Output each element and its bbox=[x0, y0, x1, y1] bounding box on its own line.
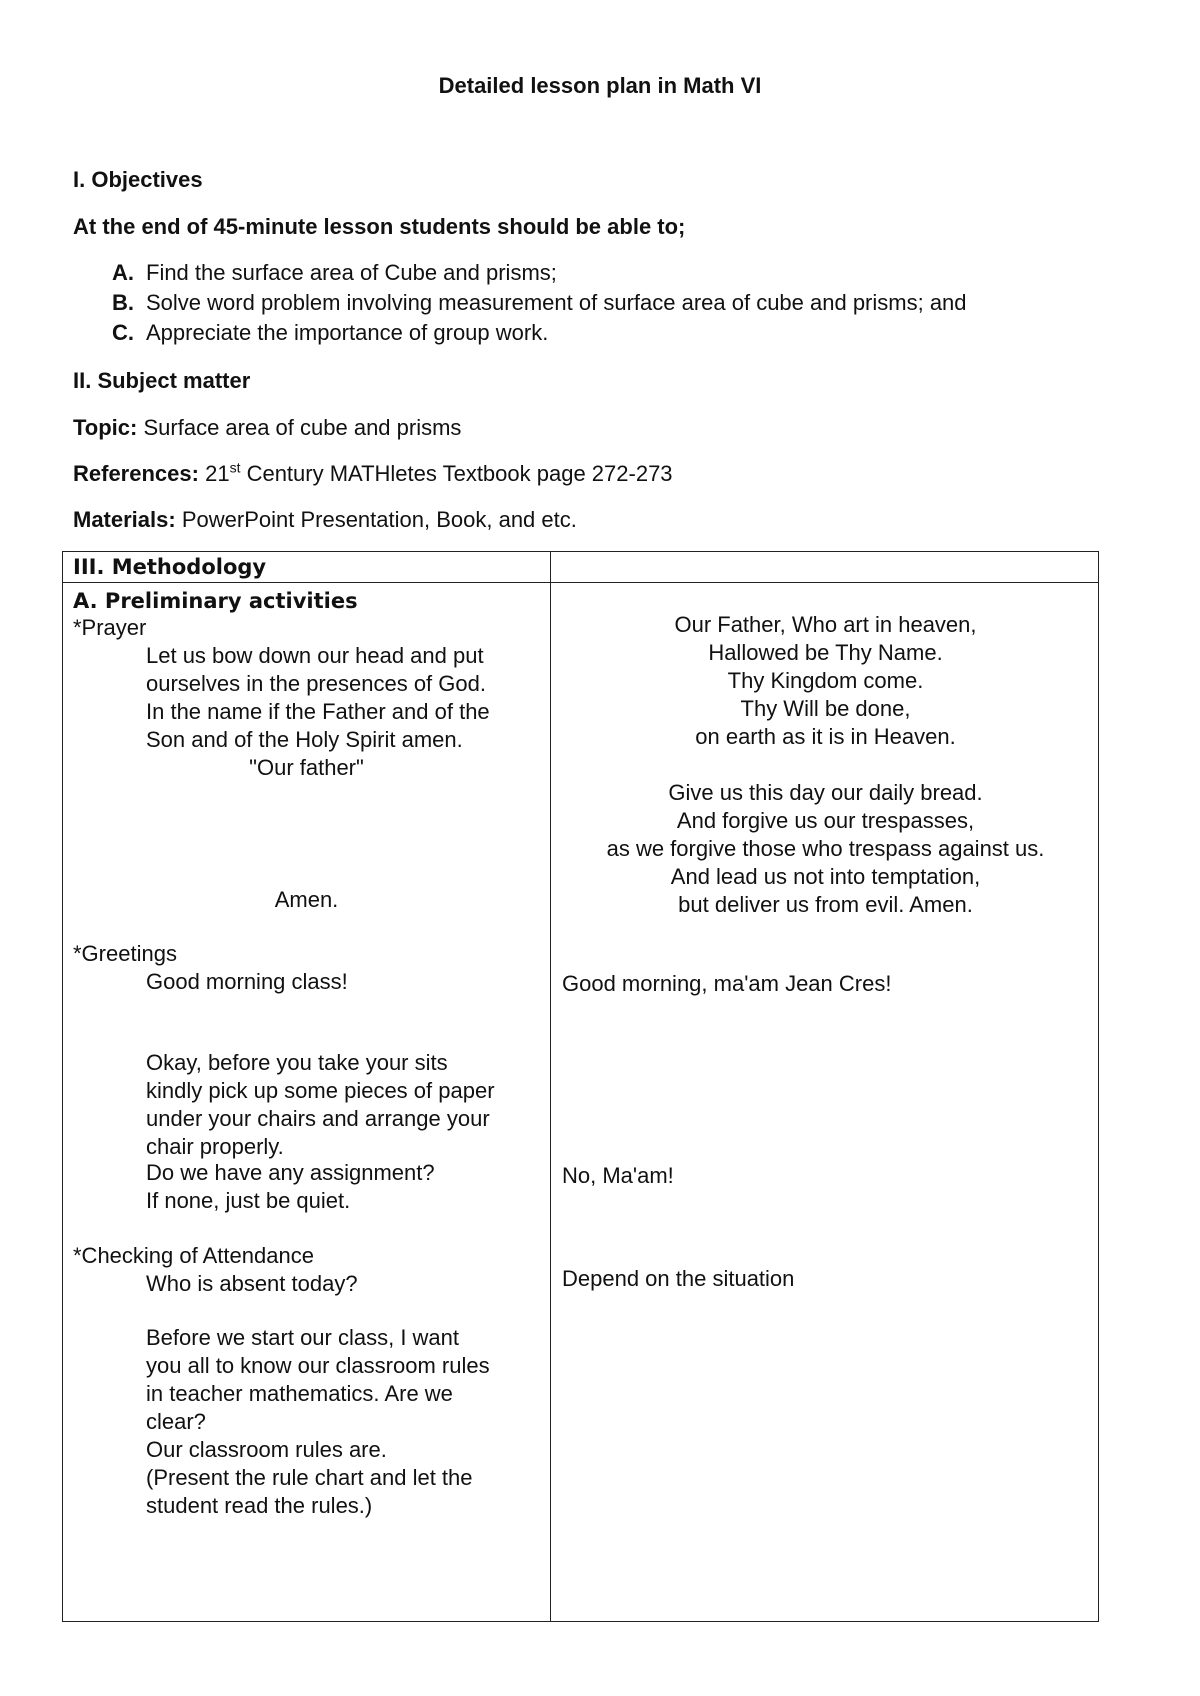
document-title: Detailed lesson plan in Math VI bbox=[438, 73, 762, 98]
text-line: in teacher mathematics. Are we bbox=[146, 1381, 453, 1406]
text-line: Our Father, Who art in heaven, bbox=[674, 612, 977, 637]
prayer-instruction bbox=[146, 642, 490, 754]
text-line: (Present the rule chart and let the bbox=[146, 1465, 473, 1490]
text-line: Okay, before you take your sits bbox=[146, 1050, 448, 1075]
objective-text: Appreciate the importance of group work. bbox=[146, 320, 549, 345]
text-line: If none, just be quiet. bbox=[146, 1188, 351, 1213]
methodology-heading: III. Methodology bbox=[73, 555, 267, 579]
objective-letter: C. bbox=[112, 320, 134, 345]
objectives-heading: I. Objectives bbox=[73, 167, 203, 192]
objectives-list bbox=[112, 258, 967, 348]
objective-item bbox=[112, 288, 967, 318]
text-line: student read the rules.) bbox=[146, 1493, 373, 1518]
text-line: Let us bow down our head and put bbox=[146, 643, 484, 668]
references-value: Century MATHletes Textbook page 272-273 bbox=[240, 461, 673, 486]
topic-line bbox=[73, 415, 461, 441]
topic-label: Topic: bbox=[73, 415, 138, 440]
objective-item bbox=[112, 318, 967, 348]
references-superscript: st bbox=[229, 459, 241, 476]
table-header-divider bbox=[63, 582, 1098, 583]
assignment-question bbox=[146, 1159, 435, 1215]
text-line: Before we start our class, I want bbox=[146, 1325, 460, 1350]
attendance-answer: Depend on the situation bbox=[562, 1266, 795, 1291]
text-line: on earth as it is in Heaven. bbox=[695, 724, 956, 749]
materials-value: PowerPoint Presentation, Book, and etc. bbox=[181, 507, 577, 532]
text-line: clear? bbox=[146, 1409, 206, 1434]
text-line: as we forgive those who trespass against us. bbox=[606, 836, 1045, 861]
text-line: under your chairs and arrange your bbox=[146, 1106, 490, 1131]
text-line: ourselves in the presences of God. bbox=[146, 671, 486, 696]
objectives-intro: At the end of 45-minute lesson students should be able to; bbox=[73, 214, 686, 239]
objective-text: Solve word problem involving measurement of surface area of cube and prisms; and bbox=[146, 290, 967, 315]
preliminary-activities-heading: A. Preliminary activities bbox=[73, 589, 358, 613]
prayer-title: "Our father" bbox=[249, 755, 364, 780]
text-line: Thy Kingdom come. bbox=[727, 668, 924, 693]
references-num: 21 bbox=[205, 461, 230, 486]
materials-line bbox=[73, 507, 577, 533]
attendance-label: *Checking of Attendance bbox=[73, 1243, 314, 1268]
greeting-teacher: Good morning class! bbox=[146, 969, 348, 994]
objective-letter: A. bbox=[112, 260, 134, 285]
assignment-answer: No, Ma'am! bbox=[562, 1163, 674, 1188]
attendance-question: Who is absent today? bbox=[146, 1271, 358, 1296]
text-line: chair properly. bbox=[146, 1134, 284, 1159]
objective-item bbox=[112, 258, 967, 288]
topic-value: Surface area of cube and prisms bbox=[143, 415, 462, 440]
greeting-student: Good morning, ma'am Jean Cres! bbox=[562, 971, 892, 996]
text-line: Thy Will be done, bbox=[740, 696, 911, 721]
objective-letter: B. bbox=[112, 290, 134, 315]
text-line: you all to know our classroom rules bbox=[146, 1353, 490, 1378]
references-label: References: bbox=[73, 461, 199, 486]
text-line: Do we have any assignment? bbox=[146, 1160, 435, 1185]
text-line: Hallowed be Thy Name. bbox=[708, 640, 943, 665]
references-line bbox=[73, 461, 673, 487]
instructions-text bbox=[146, 1049, 495, 1161]
prayer-label: *Prayer bbox=[73, 615, 147, 640]
text-line: Give us this day our daily bread. bbox=[668, 780, 983, 805]
text-line: And forgive us our trespasses, bbox=[676, 808, 975, 833]
materials-label: Materials: bbox=[73, 507, 176, 532]
prayer-text bbox=[551, 611, 1100, 919]
text-line: Son and of the Holy Spirit amen. bbox=[146, 727, 463, 752]
text-line: kindly pick up some pieces of paper bbox=[146, 1078, 495, 1103]
objective-text: Find the surface area of Cube and prisms; bbox=[146, 260, 557, 285]
prayer-amen: Amen. bbox=[274, 887, 339, 912]
text-line: In the name if the Father and of the bbox=[146, 699, 490, 724]
greetings-label: *Greetings bbox=[73, 941, 177, 966]
methodology-table bbox=[62, 551, 1099, 1622]
subject-matter-heading: II. Subject matter bbox=[73, 368, 251, 393]
classroom-rules-text bbox=[146, 1324, 490, 1520]
text-line: And lead us not into temptation, bbox=[670, 864, 981, 889]
text-line: but deliver us from evil. Amen. bbox=[678, 892, 973, 917]
text-line: Our classroom rules are. bbox=[146, 1437, 387, 1462]
